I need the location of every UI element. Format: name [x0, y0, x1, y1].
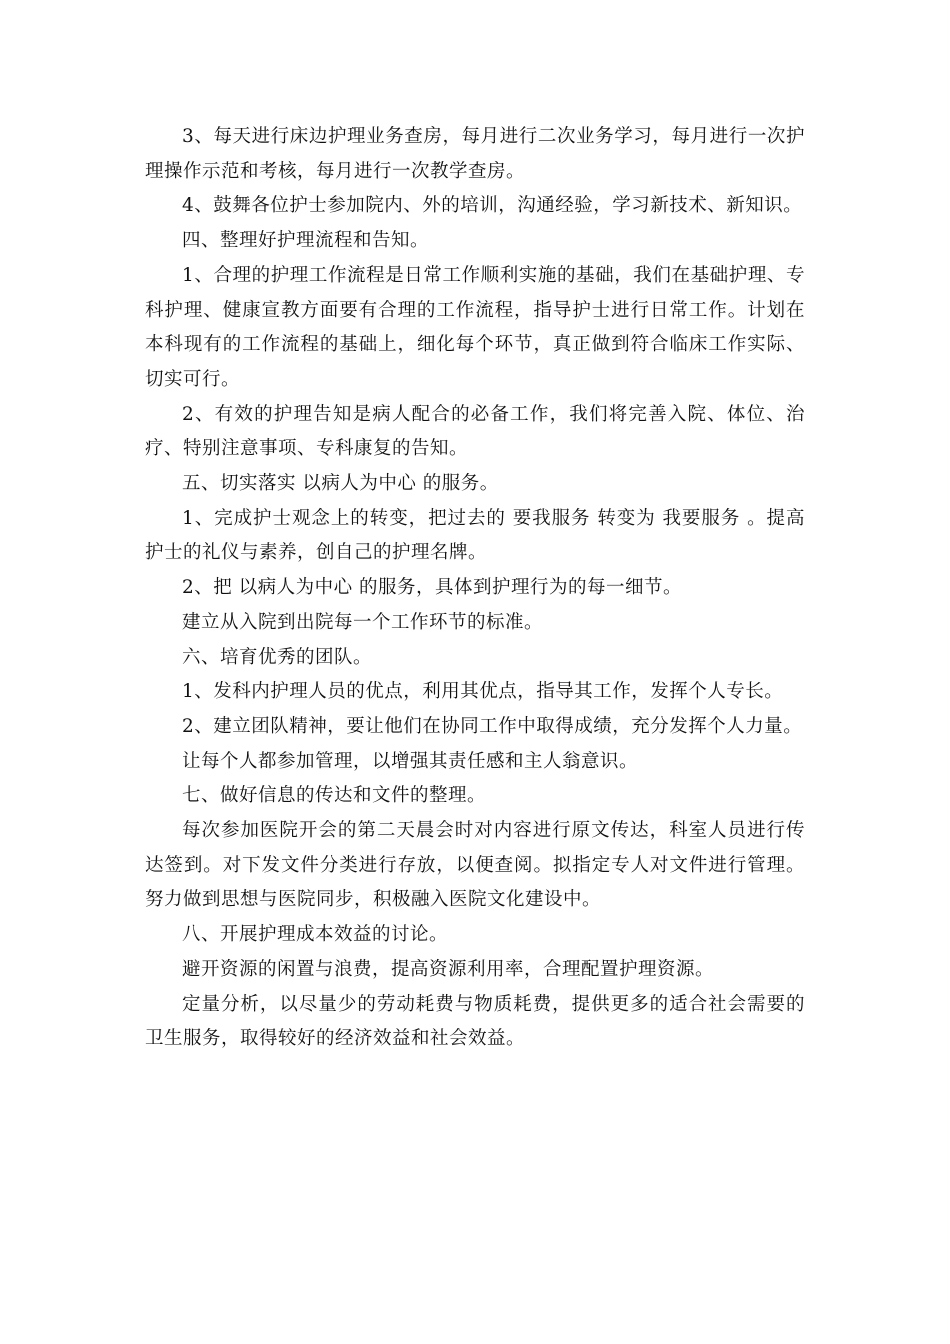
paragraph: 4、鼓舞各位护士参加院内、外的培训，沟通经验，学习新技术、新知识。: [182, 195, 803, 217]
section-heading: 四、整理好护理流程和告知。: [182, 230, 430, 252]
section-heading: 八、开展护理成本效益的讨论。: [182, 924, 449, 946]
paragraph: 每次参加医院开会的第二天晨会时对内容进行原文传达，科室人员进行传达签到。对下发文件分类进行存放，以便查阅。拟指定专人对文件进行管理。努力做到思想与医院同步，积极融入医院文化建设中。: [145, 820, 805, 911]
paragraph: 1、完成护士观念上的转变，把过去的 要我服务 转变为 我要服务 。提高护士的礼仪与素养，创自己的护理名牌。: [145, 507, 805, 564]
paragraph: 3、每天进行床边护理业务查房，每月进行二次业务学习，每月进行一次护理操作示范和考核，每月进行一次教学查房。: [145, 126, 805, 182]
paragraph: 2、把 以病人为中心 的服务，具体到护理行为的每一细节。: [182, 577, 683, 599]
paragraph: 避开资源的闲置与浪费，提高资源利用率，合理配置护理资源。: [182, 958, 715, 980]
paragraph: 让每个人都参加管理，以增强其责任感和主人翁意识。: [182, 750, 639, 772]
paragraph: 1、合理的护理工作流程是日常工作顺利实施的基础，我们在基础护理、专科护理、健康宣教方面要有合理的工作流程，指导护士进行日常工作。计划在本科现有的工作流程的基础上，细化每个环节，真正做到符合临床工作实际、切实可行。: [145, 264, 805, 390]
paragraph: 建立从入院到出院每一个工作环节的标准。: [182, 611, 544, 633]
section-heading: 六、培育优秀的团队。: [182, 646, 373, 668]
paragraph: 定量分析，以尽量少的劳动耗费与物质耗费，提供更多的适合社会需要的卫生服务，取得较好的经济效益和社会效益。: [145, 993, 805, 1050]
document-body: [145, 120, 805, 1057]
section-heading: 七、做好信息的传达和文件的整理。: [182, 785, 487, 807]
paragraph: 2、有效的护理告知是病人配合的必备工作，我们将完善入院、体位、治疗、特别注意事项、专科康复的告知。: [145, 403, 805, 460]
paragraph: 1、发科内护理人员的优点，利用其优点，指导其工作，发挥个人专长。: [182, 681, 784, 703]
paragraph: 2、建立团队精神，要让他们在协同工作中取得成绩，充分发挥个人力量。: [182, 715, 803, 737]
section-heading: 五、切实落实 以病人为中心 的服务。: [182, 473, 499, 495]
